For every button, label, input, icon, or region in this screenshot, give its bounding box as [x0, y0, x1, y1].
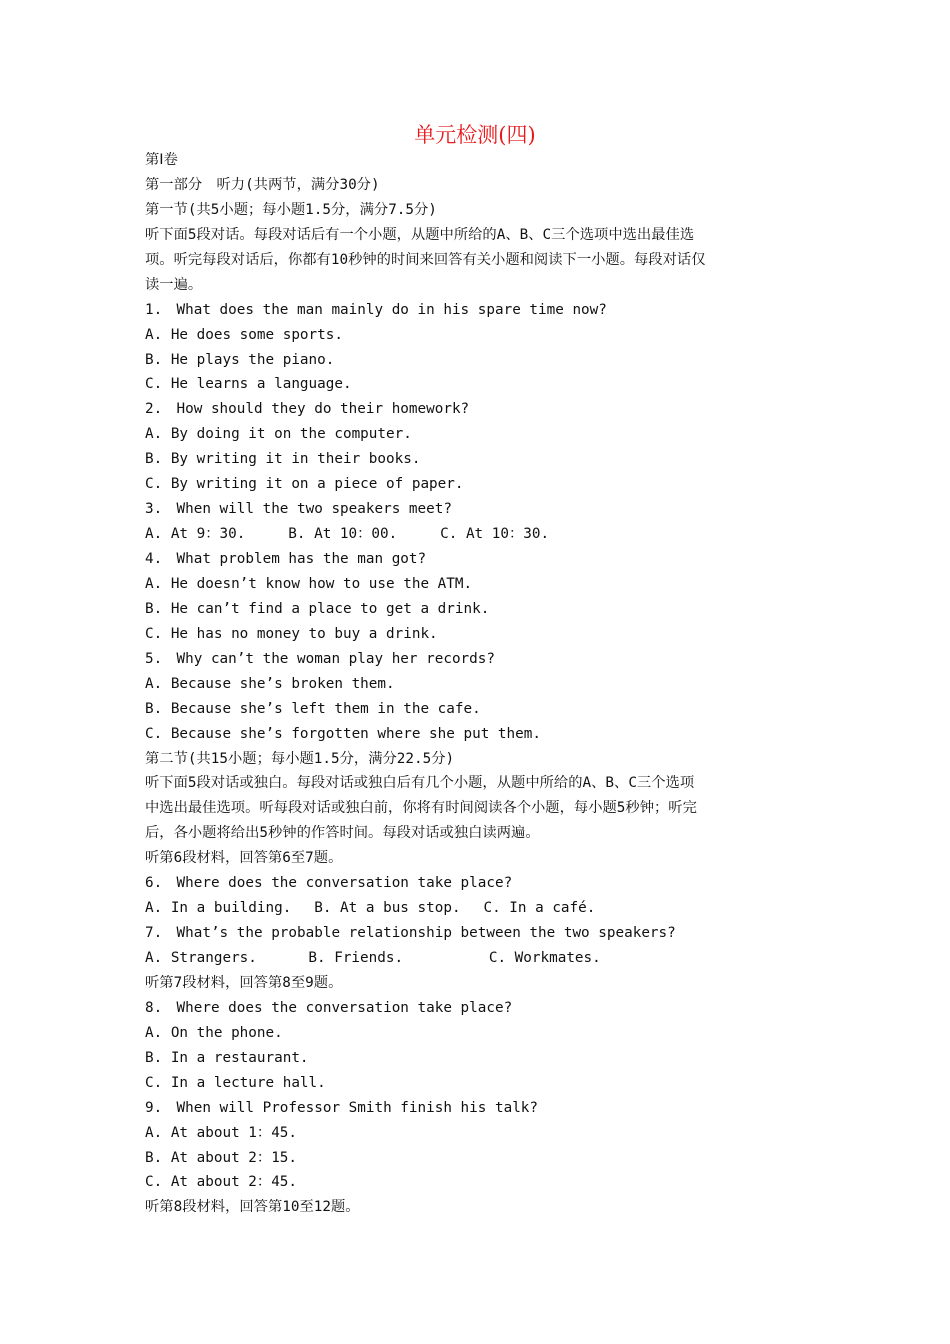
question: 8. Where does the conversation take place? [145, 999, 513, 1016]
answer-option: B. At about 2：15. [145, 1149, 298, 1166]
instruction-line: 听下面5段对话。每段对话后有一个小题，从题中所给的A、B、C三个选项中选出最佳选 [145, 226, 695, 243]
answer-options-row: A. At 9：30. B. At 10：00. C. At 10：30. [145, 526, 550, 543]
answer-option: A. On the phone. [145, 1024, 283, 1041]
instruction-line: 听下面5段对话或独白。每段对话或独白后有几个小题，从题中所给的A、B、C三个选项 [145, 775, 695, 792]
material-heading: 听第7段材料，回答第8至9题。 [145, 974, 343, 991]
question: 7. What’s the probable relationship between the two speakers? [145, 925, 676, 942]
answer-option: C. He learns a language. [145, 376, 352, 393]
answer-option: C. Because she’s forgotten where she put them. [145, 725, 541, 742]
material-heading: 听第8段材料，回答第10至12题。 [145, 1199, 360, 1216]
answer-option: C. He has no money to buy a drink. [145, 625, 438, 642]
question: 5. Why can’t the woman play her records? [145, 650, 495, 667]
answer-option: B. In a restaurant. [145, 1049, 309, 1066]
section-heading: 第二节(共15小题；每小题1.5分，满分22.5分) [145, 750, 455, 767]
answer-option: A. He does some sports. [145, 326, 343, 343]
document-body [145, 148, 810, 1220]
answer-option: B. Because she’s left them in the cafe. [145, 700, 481, 717]
answer-option: B. By writing it in their books. [145, 451, 421, 468]
answer-option: A. Because she’s broken them. [145, 675, 395, 692]
answer-option: B. He can’t find a place to get a drink. [145, 600, 490, 617]
question: 6. Where does the conversation take place? [145, 875, 513, 892]
answer-option: C. By writing it on a piece of paper. [145, 476, 464, 493]
question: 4. What problem has the man got? [145, 551, 427, 567]
question: 9. When will Professor Smith finish his talk? [145, 1099, 539, 1116]
page-title: 单元检测(四) [414, 123, 536, 147]
question: 3. When will the two speakers meet? [145, 501, 452, 518]
material-heading: 听第6段材料，回答第6至7题。 [145, 850, 343, 867]
answer-option: A. At about 1：45. [145, 1124, 298, 1141]
volume-heading: 第Ⅰ卷 [145, 152, 178, 168]
question: 2. How should they do their homework? [145, 401, 470, 418]
part-heading: 第一部分 听力(共两节，满分30分) [145, 176, 380, 193]
answer-option: C. At about 2：45. [145, 1174, 298, 1191]
answer-option: B. He plays the piano. [145, 351, 335, 368]
section-heading: 第一节(共5小题；每小题1.5分，满分7.5分) [145, 201, 437, 218]
instruction-line: 读一遍。 [145, 276, 203, 293]
answer-options-row: A. In a building. B. At a bus stop. C. In a café. [145, 900, 596, 917]
question: 1. What does the man mainly do in his spare time now? [145, 301, 607, 318]
instruction-line: 项。听完每段对话后，你都有10秒钟的时间来回答有关小题和阅读下一小题。每段对话仅 [145, 251, 706, 268]
answer-option: A. He doesn’t know how to use the ATM. [145, 575, 473, 592]
answer-options-row: A. Strangers. B. Friends. C. Workmates. [145, 950, 601, 966]
instruction-line: 中选出最佳选项。听每段对话或独白前，你将有时间阅读各个小题，每小题5秒钟；听完 [145, 800, 697, 817]
answer-option: A. By doing it on the computer. [145, 426, 412, 443]
answer-option: C. In a lecture hall. [145, 1074, 326, 1091]
instruction-line: 后，各小题将给出5秒钟的作答时间。每段对话或独白读两遍。 [145, 825, 540, 842]
